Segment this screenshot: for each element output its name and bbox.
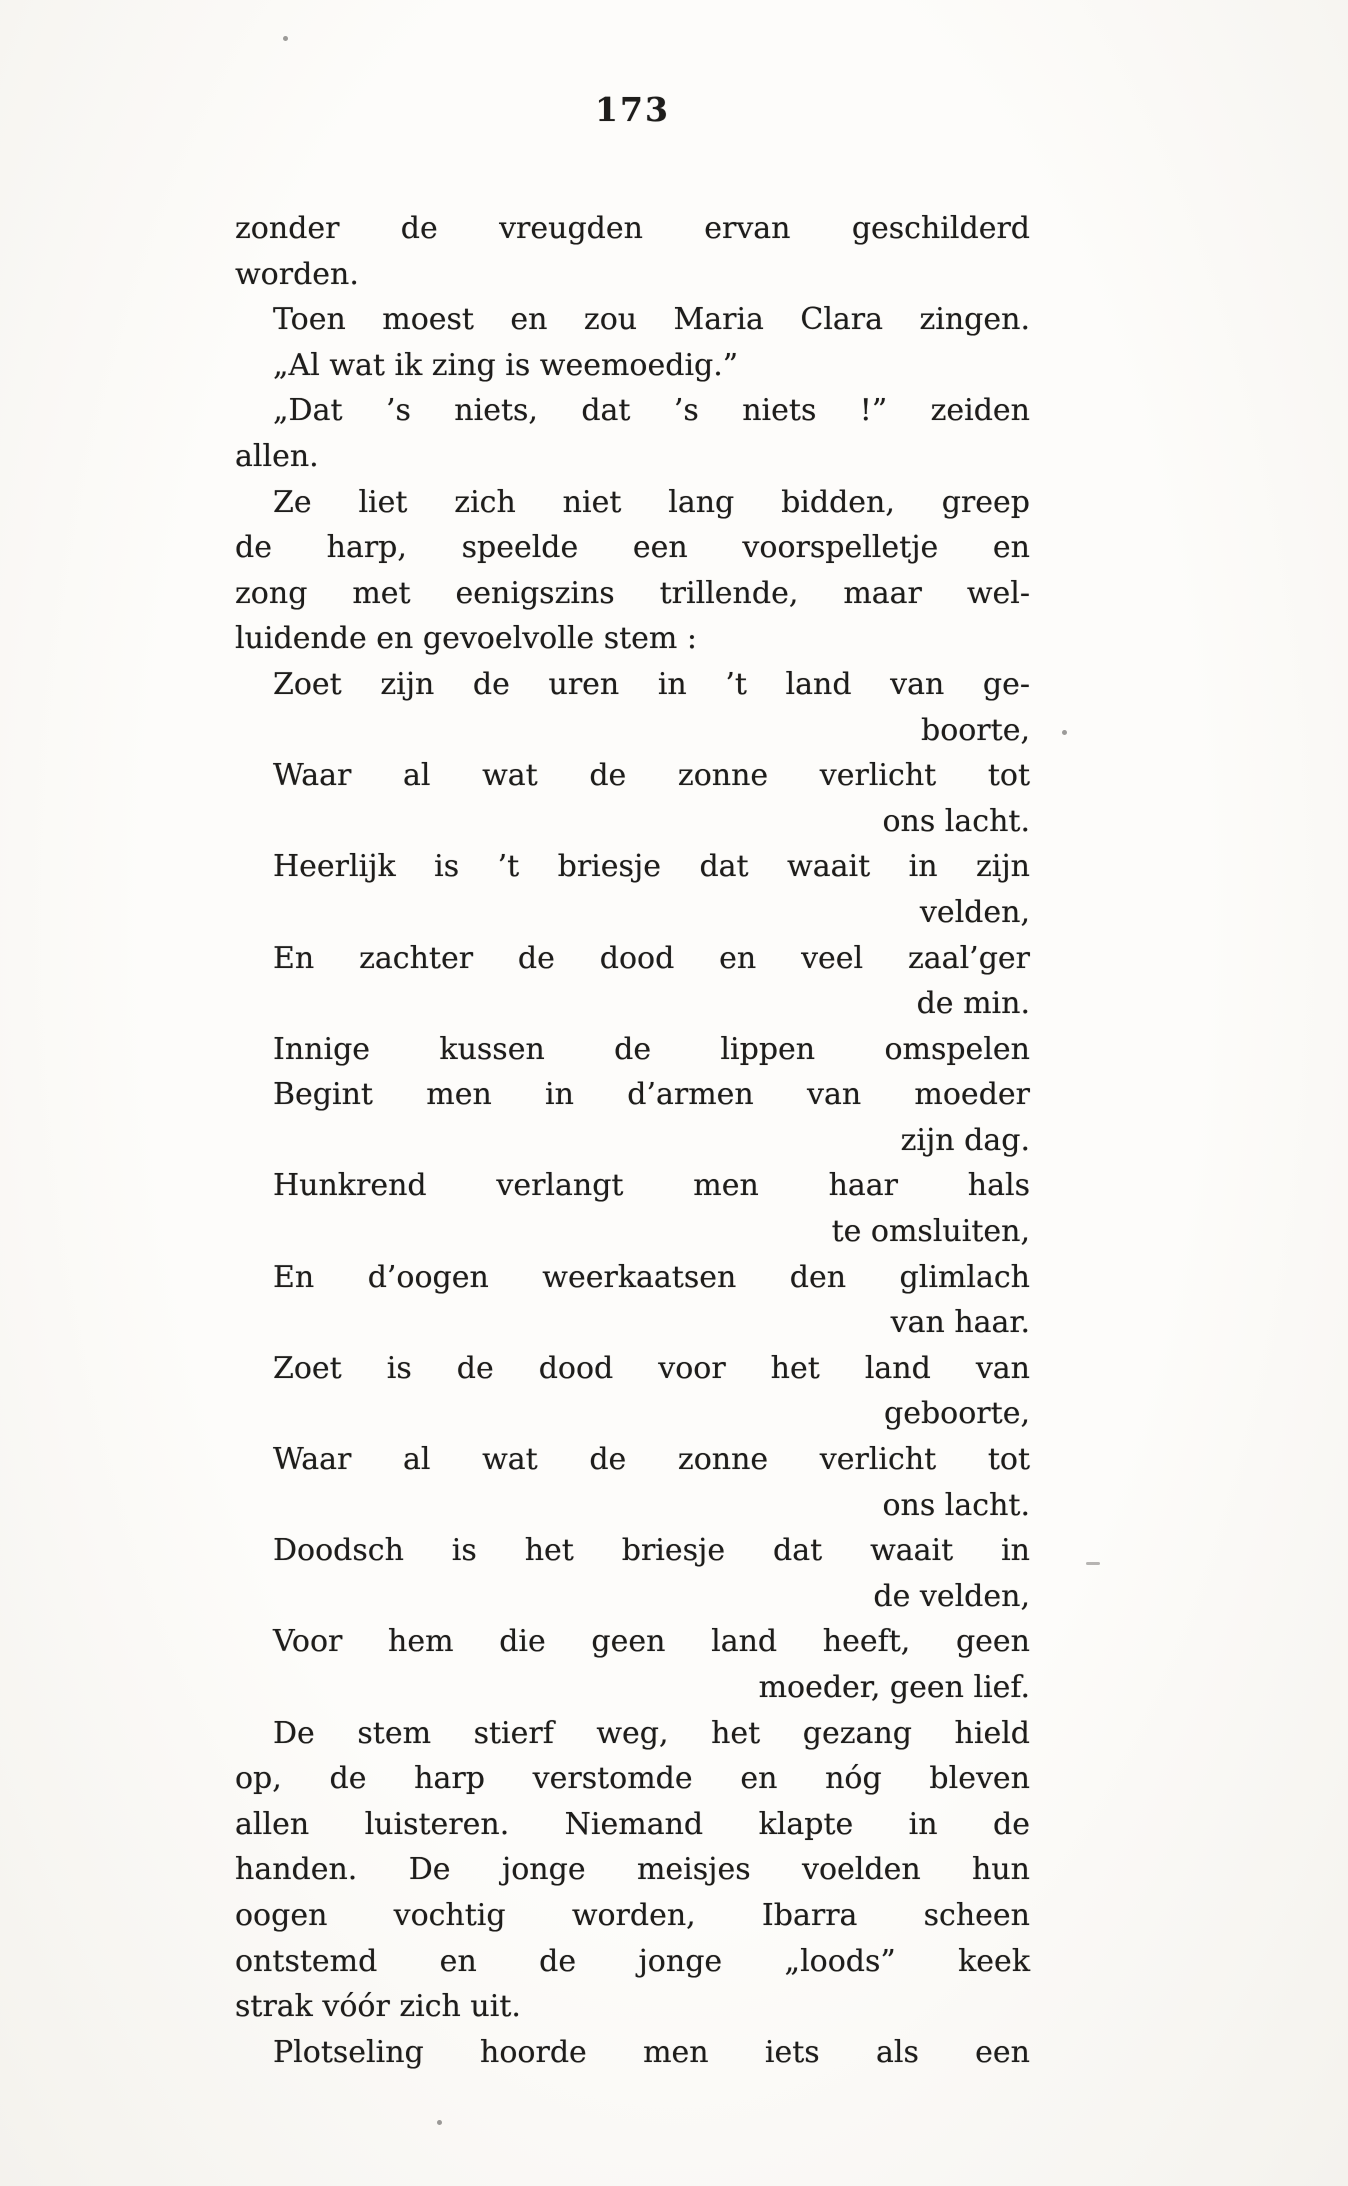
text-line: Doodsch is het briesje dat waait in bbox=[273, 1533, 1030, 1569]
text-line: „Al wat ik zing is weemoedig.” bbox=[273, 347, 739, 383]
text-line: Waar al wat de zonne verlicht tot bbox=[273, 758, 1030, 794]
text-line: allen. bbox=[235, 438, 319, 474]
text-line: ontstemd en de jonge „loods” keek bbox=[235, 1943, 1030, 1979]
scan-speck bbox=[1062, 730, 1067, 735]
text-line: De stem stierf weg, het gezang hield bbox=[273, 1715, 1030, 1751]
scan-speck bbox=[283, 36, 288, 41]
text-line: zijn dag. bbox=[900, 1122, 1030, 1158]
text-line: ons lacht. bbox=[882, 803, 1030, 839]
text-line: te omsluiten, bbox=[831, 1214, 1030, 1250]
scan-speck bbox=[437, 2120, 442, 2125]
text-block bbox=[235, 206, 1030, 2075]
text-line: zong met eenigszins trillende, maar wel- bbox=[235, 575, 1030, 611]
page-number: 173 bbox=[595, 90, 670, 129]
text-line: de harp, speelde een voorspelletje en bbox=[235, 530, 1030, 566]
text-line: van haar. bbox=[890, 1305, 1030, 1341]
text-line: En zachter de dood en veel zaal’ger bbox=[273, 940, 1030, 976]
text-line: oogen vochtig worden, Ibarra scheen bbox=[235, 1897, 1030, 1933]
text-line: Voor hem die geen land heeft, geen bbox=[273, 1624, 1030, 1660]
text-line: handen. De jonge meisjes voelden hun bbox=[235, 1852, 1030, 1888]
text-line: luidende en gevoelvolle stem : bbox=[235, 621, 697, 657]
text-line: allen luisteren. Niemand klapte in de bbox=[235, 1806, 1030, 1842]
text-line: Zoet zijn de uren in ’t land van ge- bbox=[273, 666, 1030, 702]
text-line: Toen moest en zou Maria Clara zingen. bbox=[273, 302, 1030, 338]
text-line: boorte, bbox=[920, 712, 1030, 748]
text-line: Zoet is de dood voor het land van bbox=[273, 1350, 1030, 1386]
text-line: ons lacht. bbox=[882, 1487, 1030, 1523]
text-line: Heerlijk is ’t briesje dat waait in zijn bbox=[273, 849, 1030, 885]
text-line: Plotseling hoorde men iets als een bbox=[273, 2034, 1030, 2070]
text-line: strak vóór zich uit. bbox=[235, 1989, 521, 2025]
text-line: op, de harp verstomde en nóg bleven bbox=[235, 1761, 1030, 1797]
text-line: En d’oogen weerkaatsen den glimlach bbox=[273, 1259, 1030, 1295]
text-line: Hunkrend verlangt men haar hals bbox=[273, 1168, 1030, 1204]
text-line: zonder de vreugden ervan geschilderd bbox=[235, 211, 1030, 246]
text-line: Ze liet zich niet lang bidden, greep bbox=[273, 484, 1030, 520]
text-line: Waar al wat de zonne verlicht tot bbox=[273, 1442, 1030, 1478]
text-line: velden, bbox=[919, 894, 1030, 930]
text-line: Innige kussen de lippen omspelen bbox=[273, 1031, 1030, 1067]
text-line: moeder, geen lief. bbox=[758, 1670, 1030, 1705]
text-line: worden. bbox=[235, 256, 359, 292]
text-line: de velden, bbox=[873, 1578, 1030, 1614]
text-line: „Dat ’s niets, dat ’s niets !” zeiden bbox=[273, 393, 1030, 429]
scan-speck bbox=[1086, 1562, 1100, 1565]
text-line: geboorte, bbox=[884, 1396, 1030, 1432]
text-line: Begint men in d’armen van moeder bbox=[273, 1077, 1030, 1113]
text-line: de min. bbox=[916, 986, 1030, 1022]
